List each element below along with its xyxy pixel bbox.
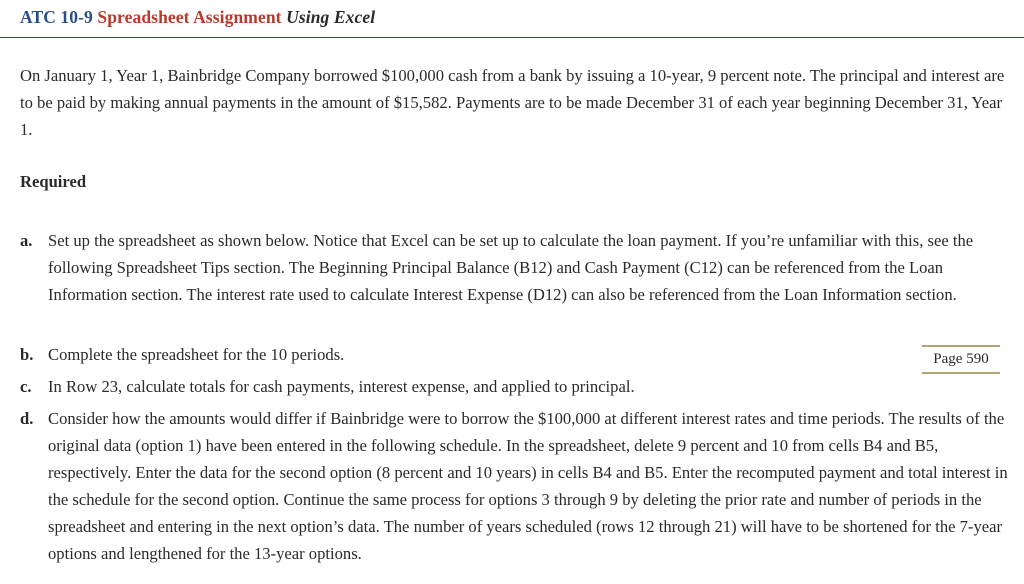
item-letter: a.: [20, 231, 33, 250]
assignment-code: ATC 10-9: [20, 7, 93, 27]
requirement-item-a: [20, 227, 1010, 308]
requirement-item-d: [20, 405, 1010, 567]
requirement-item-c: [20, 373, 1010, 400]
item-text: In Row 23, calculate totals for cash payments, interest expense, and applied to principal.: [48, 377, 635, 396]
item-text: Set up the spreadsheet as shown below. Notice that Excel can be set up to calculate the loan payment. If you’re unfamiliar with this, see the following Spreadsheet Tips section. The Beginning Principal Balance (B12) and Cash Payment (C12) can be referenced from the Loan Information section. The interest rate used to calculate Interest Expense (D12) can also be referenced from the Loan Information section.: [48, 231, 974, 304]
assignment-tool: Using Excel: [286, 7, 376, 27]
intro-paragraph: On January 1, Year 1, Bainbridge Company borrowed $100,000 cash from a bank by issuing a 10-year, 9 percent note. The principal and interest are to be paid by making annual payments in the amount of $15,582. Payments are to be made December 31 of each year beginning December 31, Year 1.: [20, 66, 1005, 139]
assignment-title: [20, 7, 375, 28]
requirement-item-b: [20, 341, 1010, 368]
item-text: Consider how the amounts would differ if Bainbridge were to borrow the $100,000 at different interest rates and time periods. The results of the original data (option 1) have been entered in the following schedule. In the spreadsheet, delete 9 percent and 10 from cells B4 and B5, respectively. Enter the data for the second option (8 percent and 10 years) in cells B4 and B5. Enter the recomputed payment and total interest in the schedule for the second option. Continue the same process for options 3 through 9 by deleting the prior rate and number of periods in the spreadsheet and entering in the next option’s data. The number of years scheduled (rows 12 through 21) will have to be shortened for the 7-year options and lengthened for the 13-year options.: [48, 409, 1008, 563]
item-letter: b.: [20, 345, 34, 364]
assignment-name: Spreadsheet Assignment: [97, 7, 282, 27]
item-letter: d.: [20, 409, 34, 428]
required-heading: Required: [20, 172, 87, 191]
item-letter: c.: [20, 377, 32, 396]
item-text: Complete the spreadsheet for the 10 periods.: [48, 345, 345, 364]
title-divider: [0, 37, 1024, 38]
page-number-label: Page 590: [922, 345, 1000, 374]
